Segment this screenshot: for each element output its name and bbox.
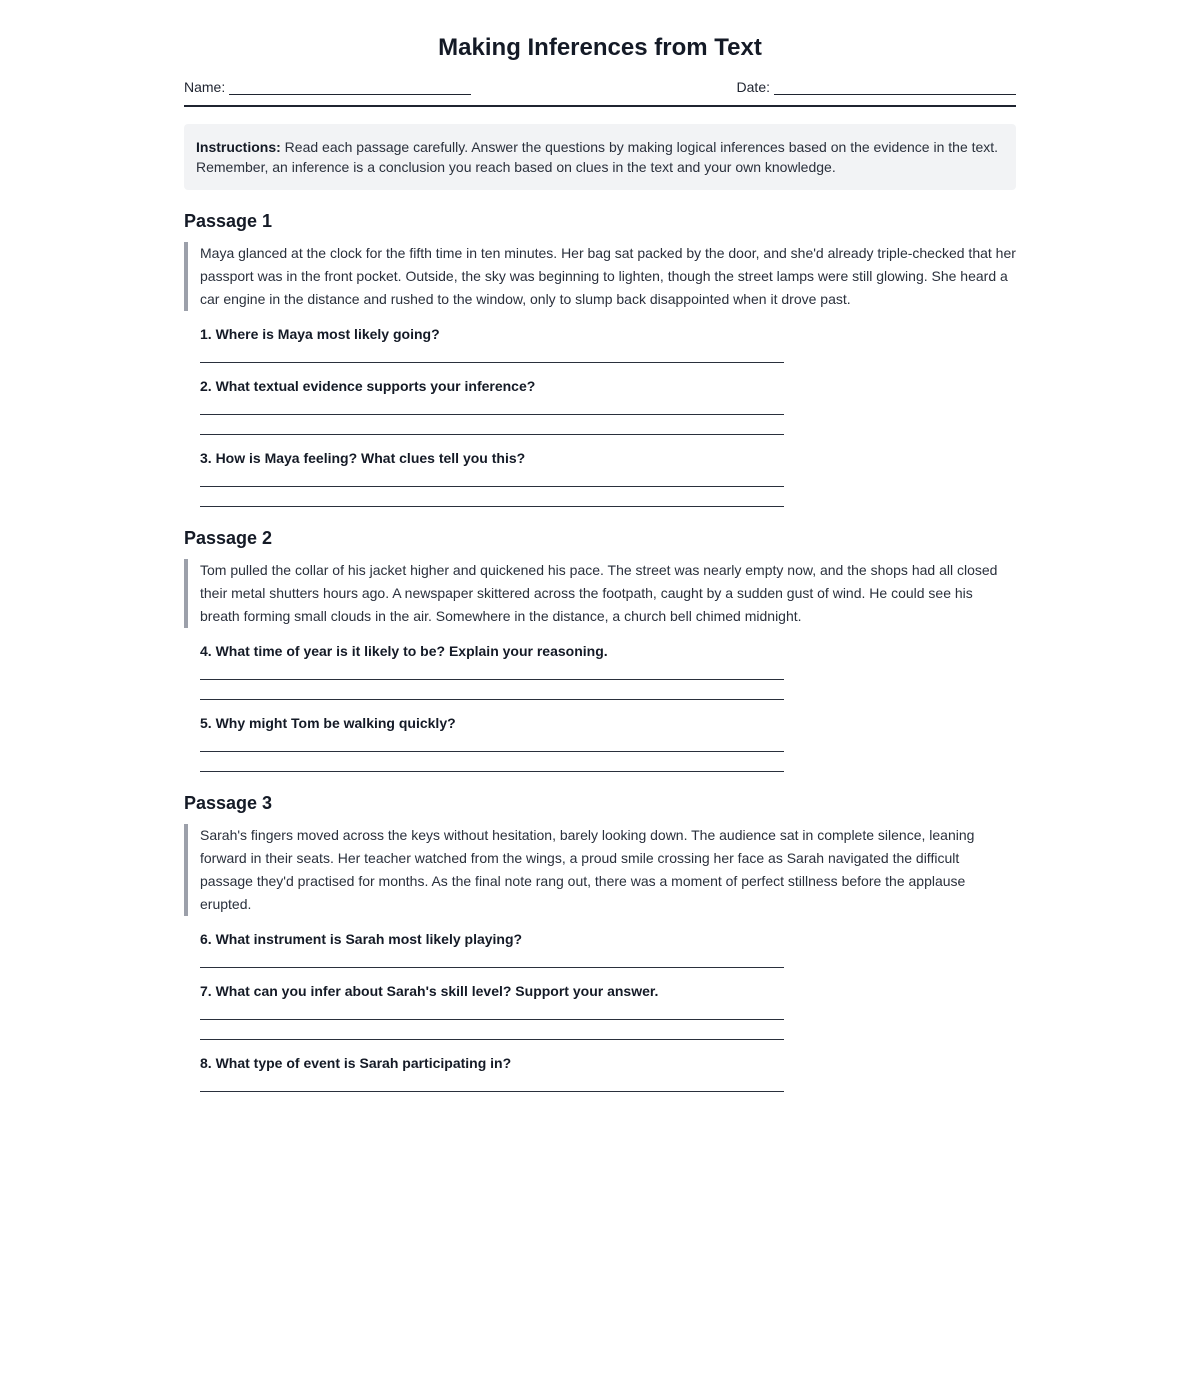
question: 2. What textual evidence supports your inference? [200,378,536,394]
answer-line[interactable] [200,1039,784,1040]
question: 8. What type of event is Sarah participating in? [200,1055,512,1071]
answer-line[interactable] [200,362,784,363]
passages-container [184,210,1016,1092]
instructions-label: Instructions: [196,139,281,155]
answer-line[interactable] [200,679,784,680]
question: 1. Where is Maya most likely going? [200,326,440,342]
answer-line[interactable] [200,1091,784,1092]
answer-line[interactable] [200,1019,784,1020]
question: 4. What time of year is it likely to be? Explain your reasoning. [200,643,608,659]
worksheet-title: Making Inferences from Text [438,34,762,61]
instructions-box [184,124,1016,190]
question: 5. Why might Tom be walking quickly? [200,715,456,731]
name-blank[interactable] [229,80,471,95]
passage-text: Tom pulled the collar of his jacket higher and quickened his pace. The street was nearly empty now, and the shops had all closed their metal shutters hours ago. A newspaper skittered across the footpath, caught by a sudden gust of wind. He could see his breath forming small clouds in the air. Somewhere in the distance, a church bell chimed midnight. [184,559,1016,628]
answer-line[interactable] [200,751,784,752]
answer-line[interactable] [200,699,784,700]
name-label: Name: [184,79,226,95]
question-list [200,642,1016,772]
answer-line[interactable] [200,414,784,415]
question-list [200,930,1016,1092]
name-field [184,79,471,95]
date-label: Date: [736,79,770,95]
passage-heading: Passage 3 [184,793,273,813]
passage-text: Maya glanced at the clock for the fifth time in ten minutes. Her bag sat packed by the door, and she'd already triple-checked that her passport was in the front pocket. Outside, the sky was beginning to lighten, though the street lamps were still glowing. She heard a car engine in the distance and rushed to the window, only to slump back disappointed when it drove past. [184,242,1016,311]
answer-line[interactable] [200,486,784,487]
worksheet [184,0,1016,1092]
passage-text: Sarah's fingers moved across the keys without hesitation, barely looking down. The audience sat in complete silence, leaning forward in their seats. Her teacher watched from the wings, a proud smile crossing her face as Sarah navigated the difficult passage they'd practised for months. As the final note rang out, there was a moment of perfect stillness before the applause erupted. [184,824,1016,916]
passage-heading: Passage 2 [184,528,273,548]
date-field [737,79,1016,95]
question: 7. What can you infer about Sarah's skill level? Support your answer. [200,983,659,999]
answer-line[interactable] [200,434,784,435]
header-row [184,79,1016,107]
question: 3. How is Maya feeling? What clues tell you this? [200,450,526,466]
question-list [200,325,1016,507]
passage-heading: Passage 1 [184,211,273,231]
answer-line[interactable] [200,771,784,772]
instructions-text: Read each passage carefully. Answer the questions by making logical inferences based on the evidence in the text. Remember, an inference is a conclusion you reach based on clues in the text and your own knowledge. [196,139,999,175]
answer-line[interactable] [200,506,784,507]
question: 6. What instrument is Sarah most likely playing? [200,931,523,947]
date-blank[interactable] [774,80,1016,95]
answer-line[interactable] [200,967,784,968]
